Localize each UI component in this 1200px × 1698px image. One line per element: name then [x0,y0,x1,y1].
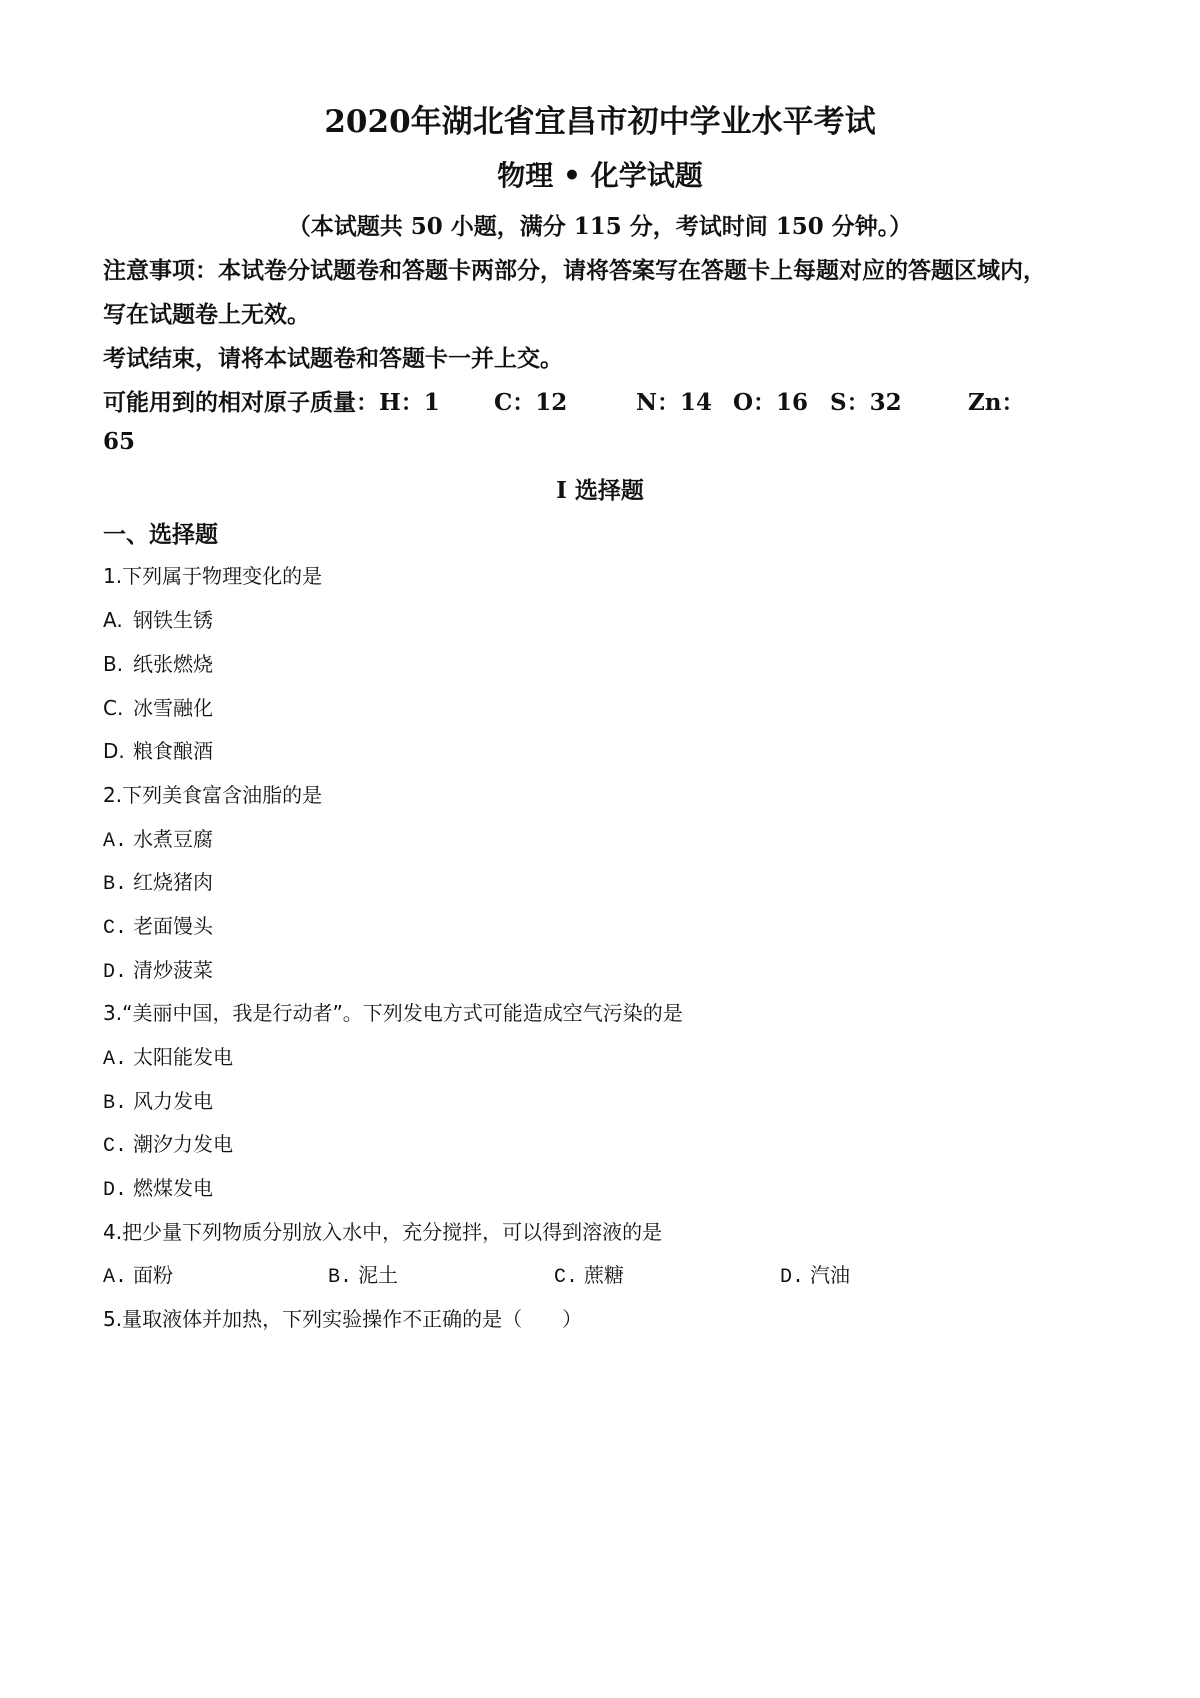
option-letter: B. [328,1266,353,1289]
option-item [103,648,213,677]
option-text: 纸张燃烧 [133,652,213,676]
atomic-mass-n: N：14 [636,389,713,416]
atomic-mass-c: C：12 [494,389,568,416]
option-letter: C. [554,1266,579,1289]
option-text: 蔗糖 [584,1263,624,1287]
option-letter: D. [103,961,128,984]
option-letter: D. [103,739,125,763]
option-item [103,604,213,633]
part-heading: I 选择题 [556,477,644,504]
option-text: 汽油 [810,1263,850,1287]
option-item [103,823,213,853]
question-stem: 2.下列美食富含油脂的是 [103,783,323,807]
option-item [103,735,213,764]
option-text: 泥土 [358,1263,398,1287]
option-text: 老面馒头 [133,914,213,938]
option-letter: A. [103,1048,128,1071]
option-item [103,954,213,984]
option-letter: A. [103,1266,128,1289]
question-stem: 1.下列属于物理变化的是 [103,564,323,588]
option-item [780,1259,850,1289]
option-letter: A. [103,608,123,632]
question-stem: 3.“美丽中国，我是行动者”。下列发电方式可能造成空气污染的是 [103,1001,683,1025]
option-letter: C. [103,1135,128,1158]
option-text: 红烧猪肉 [133,870,213,894]
option-letter: B. [103,652,124,676]
option-item [103,692,213,721]
option-letter: A. [103,830,128,853]
option-text: 冰雪融化 [133,696,213,720]
atomic-mass-zn-value: 65 [103,428,136,455]
option-item [103,1259,173,1289]
option-item [103,866,213,896]
option-text: 清炒菠菜 [133,958,213,982]
exam-subtitle: 物理 • 化学试题 [497,159,703,192]
option-letter: D. [780,1266,805,1289]
atomic-mass-label: 可能用到的相对原子质量：H：1 [103,389,440,416]
option-letter: B. [103,1092,128,1115]
option-letter: B. [103,873,128,896]
notice-line-2: 写在试题卷上无效。 [103,301,310,328]
notice-line-1: 注意事项：本试卷分试题卷和答题卡两部分，请将答案写在答题卡上每题对应的答题区域内， [103,257,1046,284]
question-stem: 5.量取液体并加热，下列实验操作不正确的是（ ） [103,1307,583,1331]
option-letter: C. [103,917,128,940]
option-item [103,1085,213,1115]
atomic-mass-zn: Zn： [968,389,1025,416]
option-text: 燃煤发电 [133,1176,213,1200]
option-item [103,1041,233,1071]
exam-note: （本试题共 50 小题，满分 115 分，考试时间 150 分钟。） [287,213,913,240]
option-text: 粮食酿酒 [133,739,213,763]
option-item [103,910,213,940]
option-text: 潮汐力发电 [133,1132,233,1156]
option-item [103,1128,233,1158]
option-text: 水煮豆腐 [133,827,213,851]
notice-line-3: 考试结束，请将本试题卷和答题卡一并上交。 [103,345,563,372]
option-text: 风力发电 [133,1089,213,1113]
exam-title: 2020年湖北省宜昌市初中学业水平考试 [324,104,876,140]
option-letter: D. [103,1179,128,1202]
atomic-mass-s: S：32 [830,389,902,416]
option-item [554,1259,624,1289]
option-text: 太阳能发电 [133,1045,233,1069]
option-item [103,1172,213,1202]
option-text: 面粉 [133,1263,173,1287]
atomic-mass-o: O：16 [733,389,809,416]
option-text: 钢铁生锈 [133,608,213,632]
option-letter: C. [103,696,124,720]
option-item [328,1259,398,1289]
question-stem: 4.把少量下列物质分别放入水中，充分搅拌，可以得到溶液的是 [103,1220,663,1244]
section-heading: 一、选择题 [103,521,218,548]
